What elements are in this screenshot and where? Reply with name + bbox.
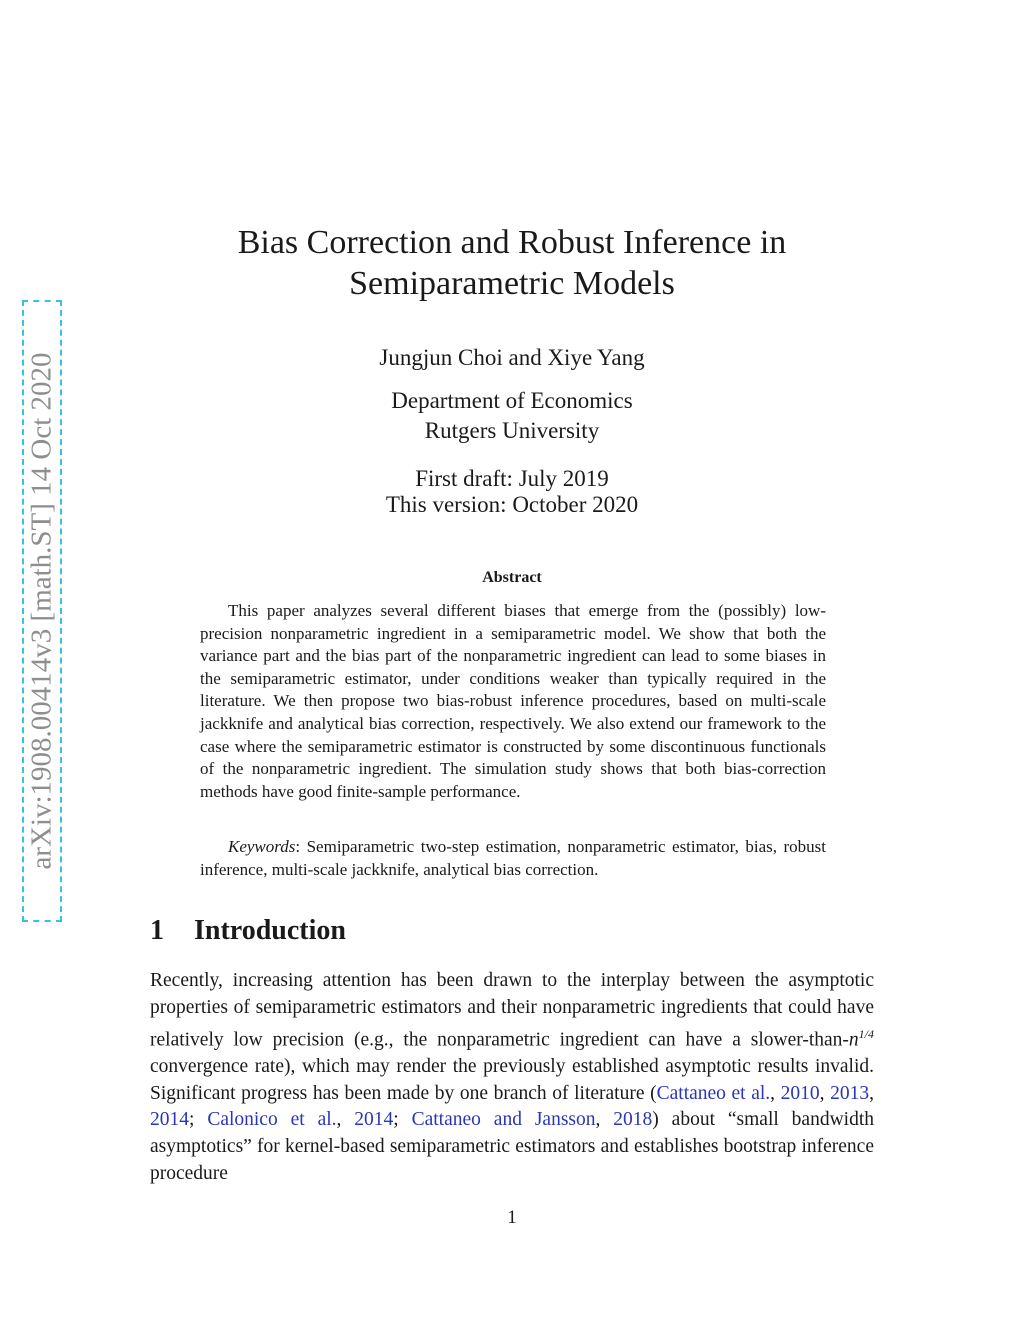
title-line-2: Semiparametric Models [349, 265, 675, 302]
citation-separator: , [595, 1109, 614, 1131]
citation-separator: , [770, 1082, 781, 1104]
citation-separator: , [869, 1082, 875, 1104]
authors: Jungjun Choi and Xiye Yang [379, 345, 645, 370]
keywords-label: Keywords [228, 837, 296, 856]
abstract-body: This paper analyzes several different biases that emerge from the (possibly) low-precision nonparametric ingredient in a semiparametric model. We show that both the variance part and the bias part of the nonparametric ingredient can lead to some biases in the semiparametric estimator, under conditions weaker than typically required in the literature. We then propose two bias-robust inference procedures, based on multi-scale jackknife and analytical bias correction, respectively. We also extend our framework to the case where the semiparametric estimator is constructed by some discontinuous functionals of the nonparametric ingredient. The simulation study shows that both bias-correction methods have good finite-sample performance. [200, 601, 826, 801]
university: Rutgers University [424, 418, 600, 443]
keywords [200, 836, 826, 881]
intro-text: Recently, increasing attention has been drawn to the interplay between the asymptotic properties of semiparametric estimators and their nonparametric ingredients that could have relatively low precision (e.g., the nonparametric ingredient can have a slower-than- [150, 970, 874, 1051]
department: Department of Economics [391, 388, 633, 413]
intro-text: ) about “small bandwidth asymptotics” for kernel-based semiparametric estimators and establishes bootstrap inference procedure [150, 1109, 874, 1184]
citation-separator: ; [189, 1109, 208, 1131]
citation-separator: ; [393, 1109, 412, 1131]
arxiv-stamp [22, 300, 62, 922]
section-number: 1 [150, 915, 164, 946]
citation-link[interactable]: Calonico et al. [207, 1109, 337, 1131]
math-n: n [848, 1029, 859, 1051]
intro-text: convergence rate), which may render the previously established asymptotic results invalid. Significant progress has been made by one branch of literature ( [150, 1056, 874, 1104]
first-draft-date: First draft: July 2019 [415, 466, 609, 491]
page-number: 1 [507, 1207, 517, 1228]
citation-link[interactable]: 2014 [354, 1109, 394, 1131]
paper-title [130, 222, 894, 304]
citation-link[interactable]: 2014 [150, 1109, 189, 1131]
title-line-1: Bias Correction and Robust Inference in [237, 224, 787, 261]
section-heading [150, 915, 346, 947]
section-title: Introduction [194, 915, 346, 946]
citation-link[interactable]: Cattaneo and Jansson [411, 1109, 596, 1131]
citation-link[interactable]: 2010 [780, 1082, 820, 1104]
citation-separator: , [819, 1082, 831, 1104]
this-version-date: This version: October 2020 [385, 492, 639, 517]
citation-link[interactable]: 2013 [830, 1082, 870, 1104]
abstract-heading: Abstract [482, 569, 542, 586]
keywords-list: : Semiparametric two-step estimation, nonparametric estimator, bias, robust inference, multi-scale jackknife, analytical bias correction. [200, 837, 826, 879]
math-exponent: 1/4 [858, 1027, 874, 1042]
citation-link[interactable]: Cattaneo et al. [656, 1082, 771, 1104]
introduction-paragraph [150, 968, 874, 1187]
citation-separator: , [336, 1109, 355, 1131]
citation-link[interactable]: 2018 [613, 1109, 653, 1131]
arxiv-identifier: arXiv:1908.00414v3 [math.ST] 14 Oct 2020 [25, 352, 58, 870]
